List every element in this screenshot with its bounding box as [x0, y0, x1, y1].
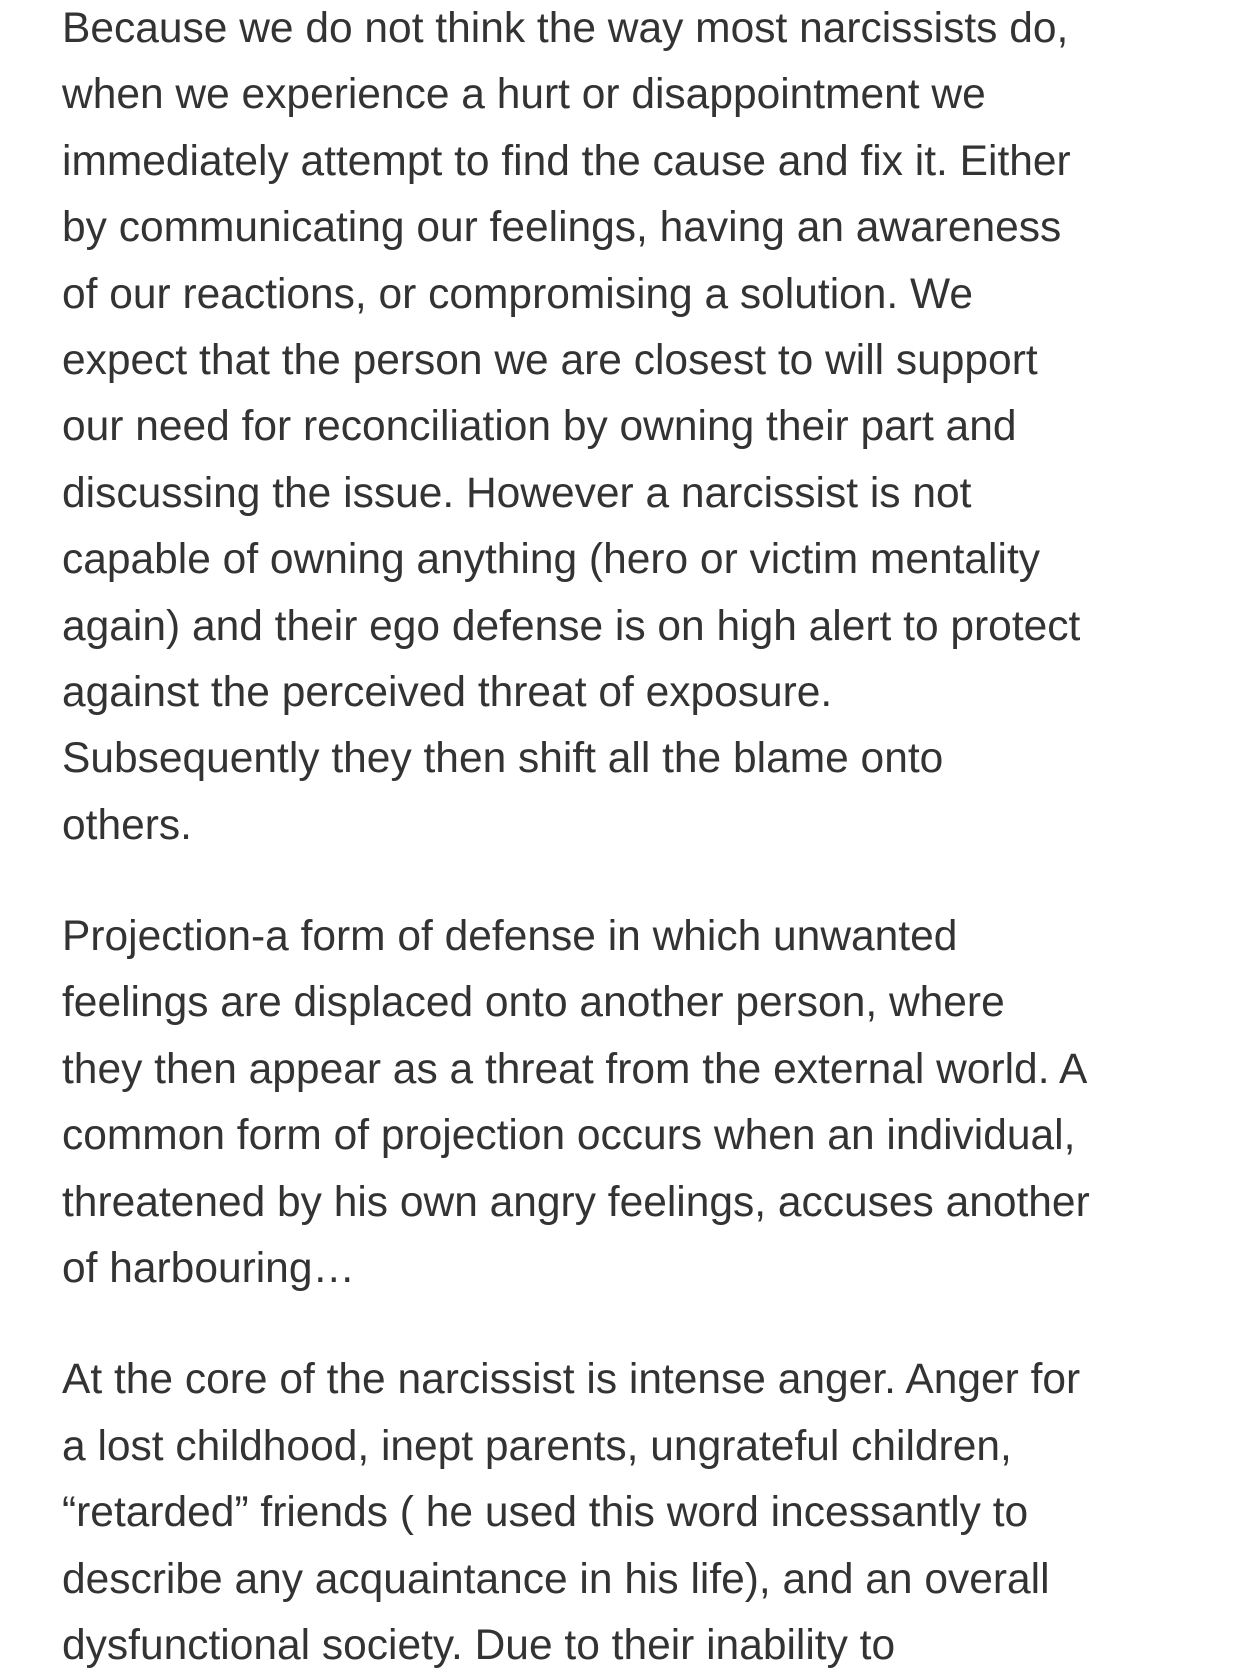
- text-line: “retarded” friends ( he used this word incessantly to: [62, 1489, 1029, 1537]
- paragraph-spacer: [62, 1302, 1192, 1347]
- text-line: capable of owning anything (hero or victim mentality: [62, 536, 1040, 584]
- text-line: feelings are displaced onto another person, where: [62, 979, 1005, 1027]
- text-line: Projection-a form of defense in which unwanted: [62, 913, 958, 961]
- paragraph-spacer: [62, 859, 1192, 904]
- text-line: immediately attempt to find the cause and fix it. Either: [62, 137, 1071, 185]
- text-line: expect that the person we are closest to will support: [62, 336, 1038, 384]
- text-line: when we experience a hurt or disappointment we: [62, 71, 986, 119]
- text-line: against the perceived threat of exposure.: [62, 668, 833, 716]
- text-line: others.: [62, 801, 192, 849]
- text-line: describe any acquaintance in his life), and an overall: [62, 1555, 1050, 1603]
- text-line: Subsequently they then shift all the blame onto: [62, 735, 944, 783]
- text-line: our need for reconciliation by owning their part and: [62, 403, 1017, 451]
- text-line: At the core of the narcissist is intense anger. Anger for: [62, 1356, 1081, 1404]
- text-line: a lost childhood, inept parents, ungrateful children,: [62, 1422, 1012, 1470]
- text-line: common form of projection occurs when an individual,: [62, 1112, 1076, 1160]
- text-line: dysfunctional society. Due to their inability to: [62, 1621, 896, 1669]
- paragraph-projection: [62, 904, 1192, 1302]
- paragraph-blame-shifting: [62, 0, 1192, 859]
- text-line: Because we do not think the way most narcissists do,: [62, 5, 1069, 52]
- text-line: again) and their ego defense is on high alert to protect: [62, 602, 1081, 650]
- document-body: [62, 0, 1192, 1679]
- text-line: they then appear as a threat from the external world. A: [62, 1045, 1088, 1093]
- text-line: threatened by his own angry feelings, accuses another: [62, 1178, 1090, 1226]
- text-line: of our reactions, or compromising a solution. We: [62, 270, 974, 318]
- text-line: by communicating our feelings, having an awareness: [62, 204, 1062, 252]
- text-line: discussing the issue. However a narcissist is not: [62, 469, 972, 517]
- paragraph-core-anger: [62, 1347, 1192, 1679]
- text-line: of harbouring…: [62, 1245, 355, 1293]
